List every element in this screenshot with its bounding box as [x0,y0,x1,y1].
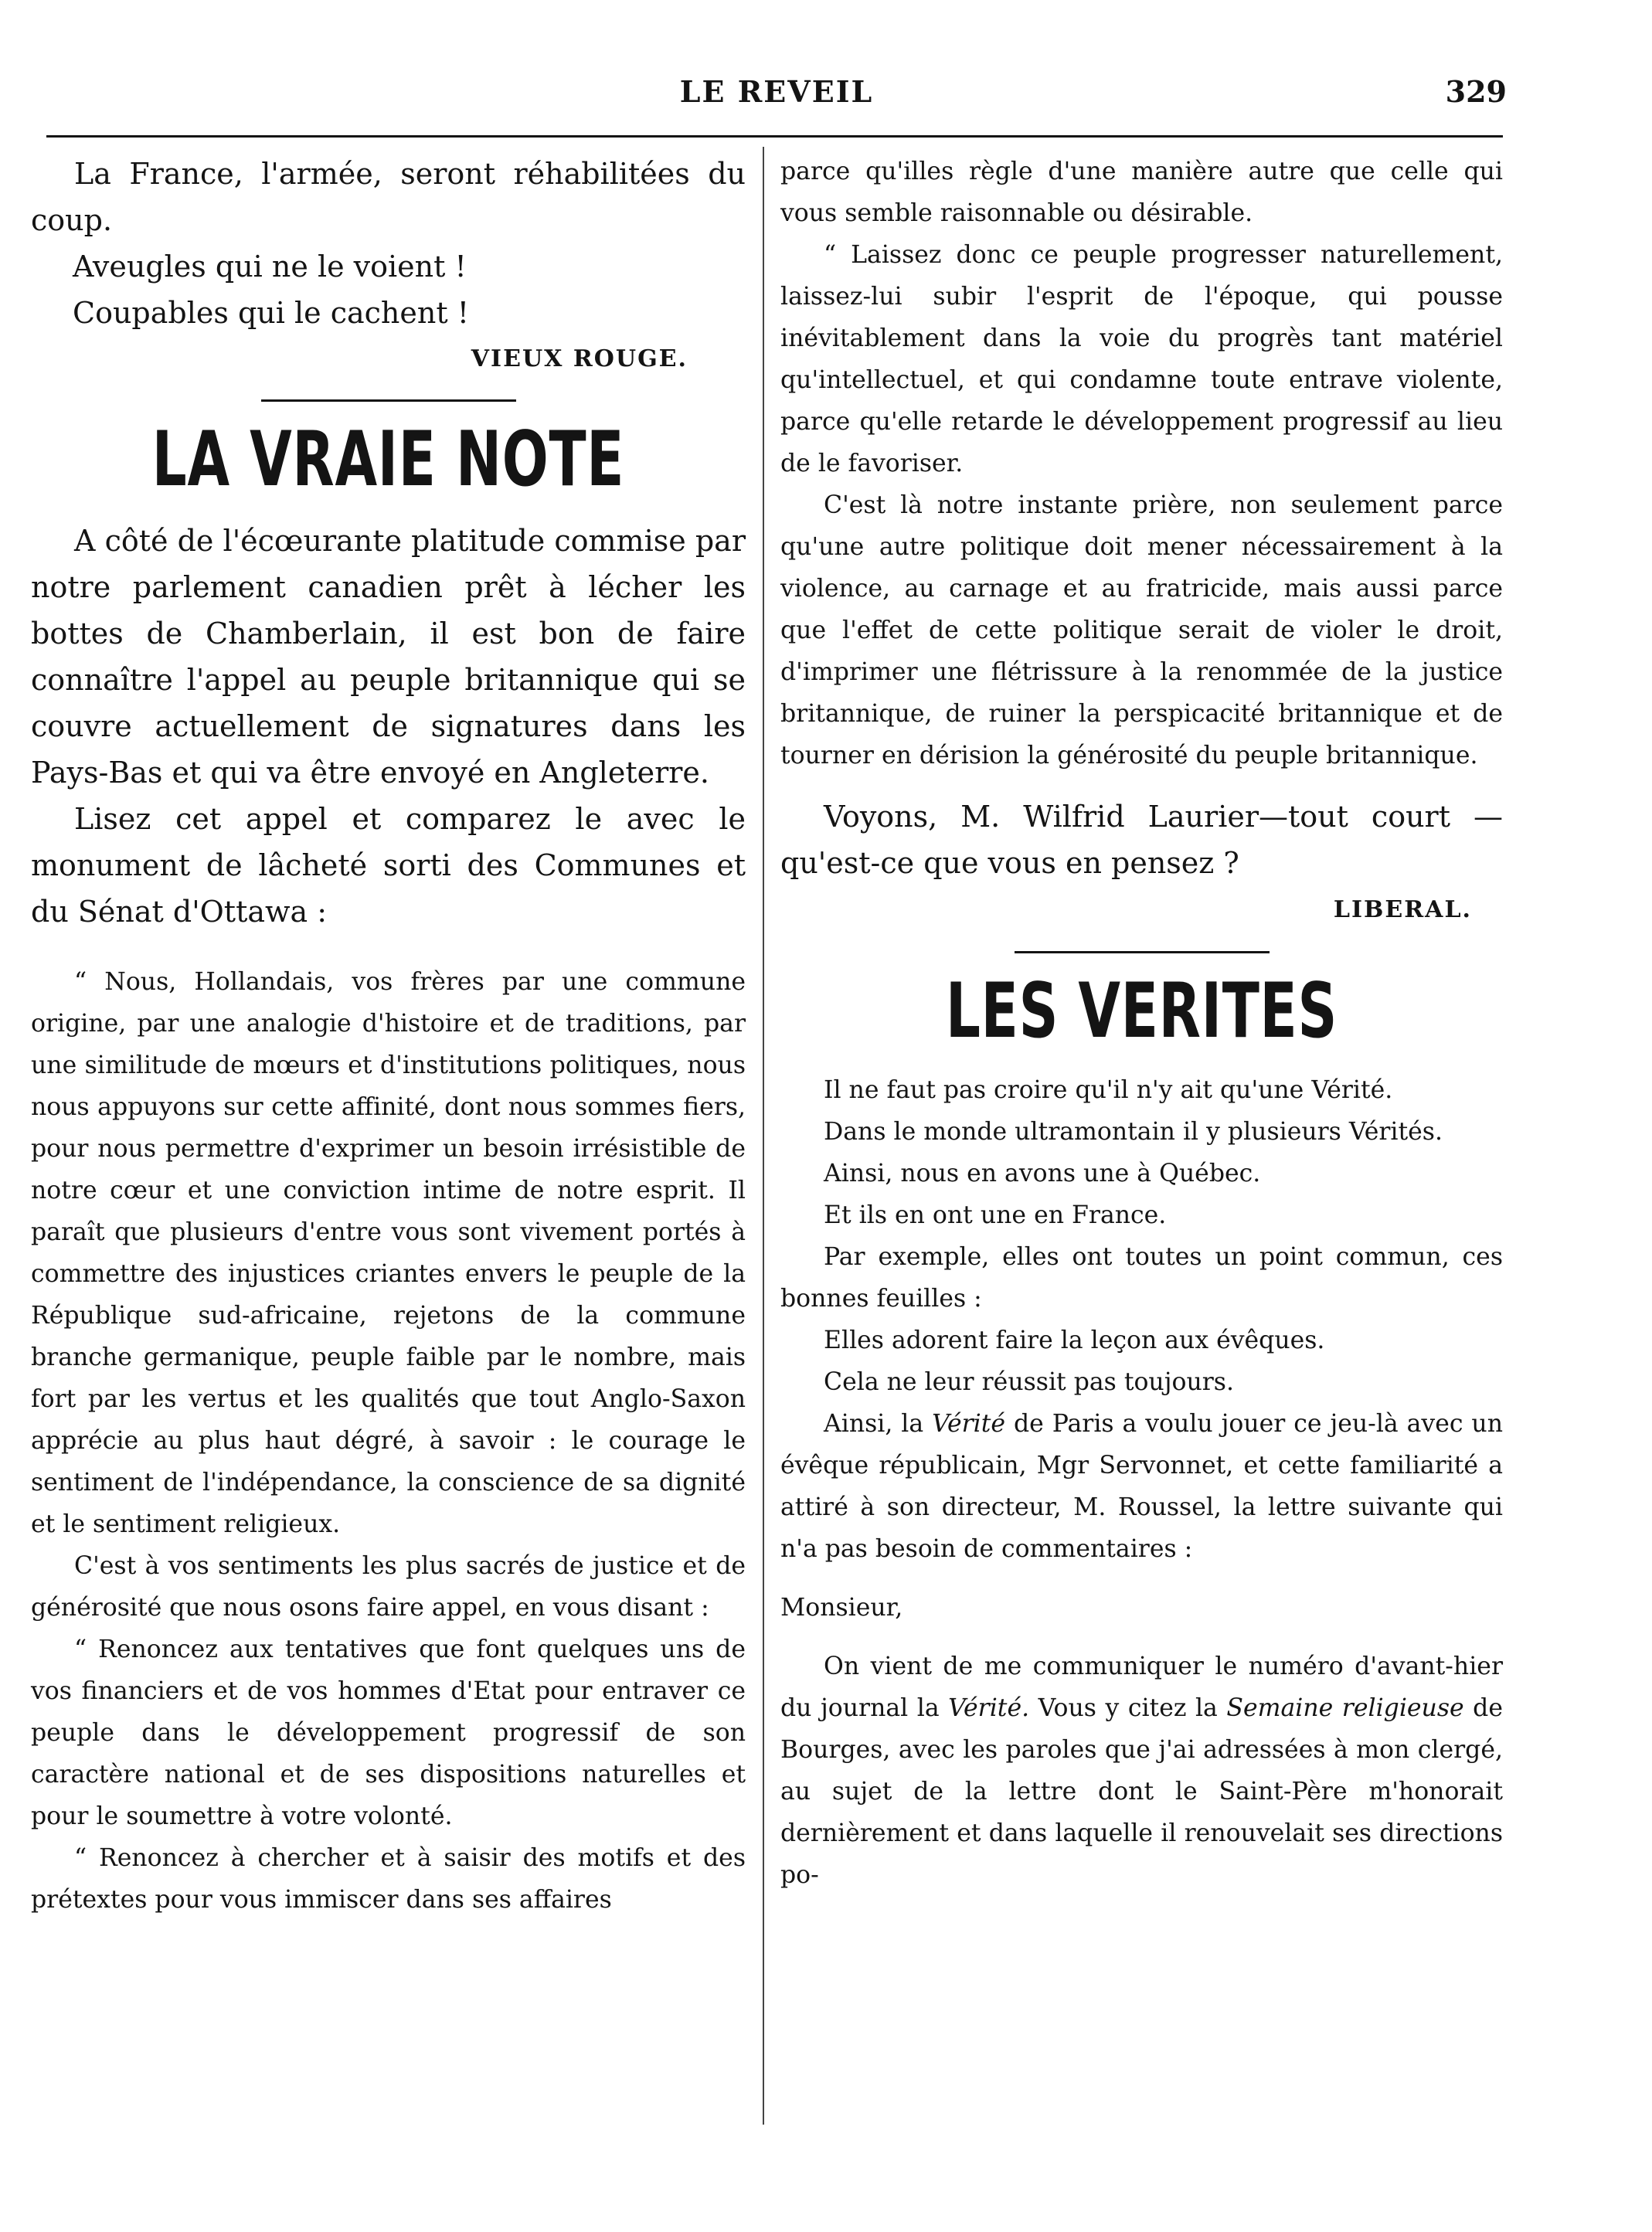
intro-paragraph: Lisez cet appel et comparez le avec le monument de lâcheté sorti des Communes et du Sénat d'Ottawa : [31,802,746,929]
text-run: de Bourges, avec les paroles que j'ai adressées à mon clergé, au sujet de la lettre dont le Saint-Père m'honorait dernièrement et dans laquelle il renouvelait ses directions po- [780,1694,1503,1889]
article-title-les-verites: LES VERITES [945,967,1338,1055]
appeal-paragraph: “ Nous, Hollandais, vos frères par une commune origine, par une analogie d'histoire et de traditions, par une similitude de mœurs et d'institutions politiques, nous nous appuyons sur cette affinité, dont nous sommes fiers, pour nous permettre d'exprimer un besoin irrésistible de notre cœur et une conviction intime de notre esprit. Il paraît que plusieurs d'entre vous sont vivement portés à commettre des injustices criantes envers le peuple de la République sud-africaine, rejetons de la commune branche germanique, peuple faible par le nombre, mais fort par les vertus et les qualités que tout Anglo-Saxon apprécie au plus haut dégré, à savoir : le courage le sentiment de l'indépendance, la conscience de sa dignité et le sentiment religieux. [31,968,746,1538]
letter-salutation: Monsieur, [780,1594,903,1622]
appeal-paragraph: C'est à vos sentiments les plus sacrés de justice et de générosité que nous osons faire appel, en vous disant : [31,1552,746,1622]
signature-liberal: LIBERAL. [1333,896,1472,923]
verite-paris-paragraph [780,1403,1503,1570]
text-run: Vous y citez la [1029,1694,1227,1722]
opening-line: La France, l'armée, seront réhabilitées du coup. [31,157,746,237]
appeal-paragraph: “ Renoncez à chercher et à saisir des motifs et des prétextes pour vous immiscer dans ses affaires [31,1844,746,1914]
text-run: Ainsi, la [824,1410,933,1438]
verites-paragraph: Ainsi, nous en avons une à Québec. [824,1160,1261,1187]
right-column [780,151,1503,1896]
verites-paragraph: Il ne faut pas croire qu'il n'y ait qu'une Vérité. [824,1076,1393,1104]
publication-title: Semaine religieuse [1226,1694,1464,1722]
page-number: 329 [1445,74,1507,109]
page-header [46,74,1507,121]
text-run: de Paris a voulu jouer ce jeu-là avec un évêque républicain, Mgr Servonnet, et cette familiarité a attiré à son directeur, M. Roussel, la lettre suivante qui n'a pas besoin de commentaires : [780,1410,1503,1563]
left-column [31,151,746,1921]
newspaper-title: Vérité [932,1410,1006,1438]
intro-paragraph: A côté de l'écœurante platitude commise par notre parlement canadien prêt à lécher les bottes de Chamberlain, il est bon de faire connaître l'appel au peuple britannique qui se couvre actuellement de signatures dans les Pays-Bas et qui va être envoyé en Angleterre. [31,524,746,790]
verites-paragraph: Cela ne leur réussit pas toujours. [824,1368,1234,1396]
appeal-continued-paragraph: parce qu'illes règle d'une manière autre que celle qui vous semble raisonnable ou désirable. [780,158,1503,227]
column-divider [763,147,764,2125]
verites-paragraph: Elles adorent faire la leçon aux évêques. [824,1327,1325,1354]
verites-paragraph: Dans le monde ultramontain il y plusieurs Vérités. [824,1118,1443,1146]
article-title-la-vraie-note: LA VRAIE NOTE [151,416,625,504]
appeal-paragraph: “ Renoncez aux tentatives que font quelques uns de vos financiers et de vos hommes d'Etat pour entraver ce peuple dans le développement progressif de son caractère national et de ses dispositions naturelles et pour le soumettre à votre volonté. [31,1636,746,1830]
signature-vieux-rouge: VIEUX ROUGE. [471,345,688,372]
appeal-continued-paragraph: “ Laissez donc ce peuple progresser naturellement, laissez-lui subir l'esprit de l'époque, qui pousse inévitablement dans la voie du progrès tant matériel qu'intellectuel, et qui condamne toute entrave violente, parce qu'elle retarde le développement progressif au lieu de le favoriser. [780,241,1503,477]
opening-verse: Aveugles qui ne le voient ! [73,250,467,284]
verites-paragraph: Et ils en ont une en France. [824,1201,1167,1229]
text-run: On vient de me communiquer le numéro d'avant-hier du journal la [780,1653,1503,1722]
letter-paragraph [780,1646,1503,1896]
verites-paragraph: Par exemple, elles ont toutes un point commun, ces bonnes feuilles : [780,1243,1503,1313]
opening-verse: Coupables qui le cachent ! [73,296,469,330]
newspaper-title: Vérité. [948,1694,1030,1722]
running-title: LE REVEIL [679,74,874,109]
header-rule [46,135,1503,138]
closing-question: Voyons, M. Wilfrid Laurier—tout court —qu'est-ce que vous en pensez ? [780,800,1503,880]
appeal-continued-paragraph: C'est là notre instante prière, non seulement parce qu'une autre politique doit mener nécessairement à la violence, au carnage et au fratricide, mais aussi parce que l'effet de cette politique serait de violer le droit, d'imprimer une flétrissure à la renommée de la justice britannique, de ruiner la perspicacité britannique et de tourner en dérision la générosité du peuple britannique. [780,491,1503,769]
